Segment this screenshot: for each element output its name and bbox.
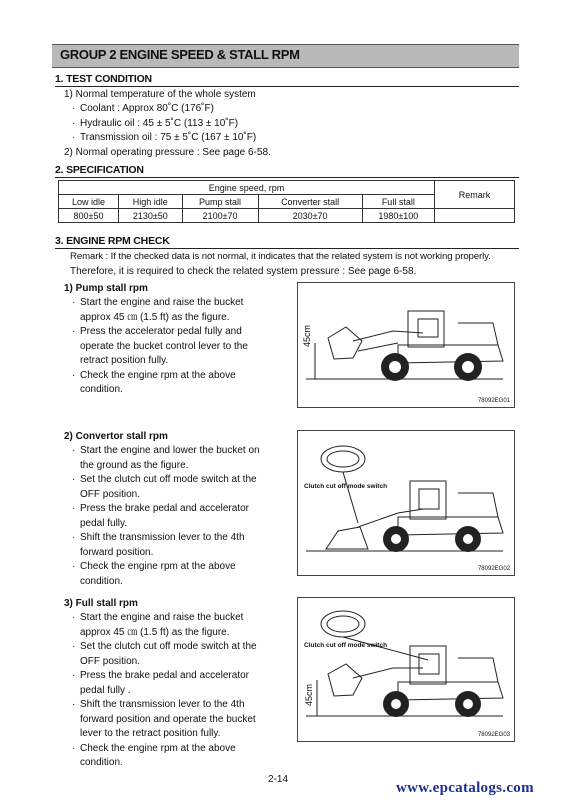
figure-code: 78092EG02 [477, 566, 510, 572]
spec-value: 2030±70 [258, 209, 362, 223]
full-stall-steps: · Start the engine and raise the bucket approx 45 ㎝ (1.5 ft) as the figure. · Set the clutch cut off mode switch at the OFF position. · Press the brake pedal and accelerator pedal fully . · Shift the transmission lever to the 4th forward position and operate the bucket lever to the retract position fully. · Check the engine rpm at the above condition. [72, 612, 257, 768]
test-condition-line: 2) Normal operating pressure : See page 6-58. [64, 147, 271, 158]
spec-group-header: Engine speed, rpm [59, 181, 435, 195]
full-stall-figure [297, 597, 515, 742]
section-rule [55, 177, 519, 178]
test-condition-line: 1) Normal temperature of the whole system [64, 89, 256, 100]
figure-code: 78092EG03 [477, 732, 510, 738]
section-rule [55, 248, 519, 249]
spec-column-header: High idle [119, 195, 183, 209]
spec-value: 2100±70 [182, 209, 258, 223]
wheel-loader-switch-illustration [298, 431, 514, 575]
bucket-height-label: 45cm [304, 683, 314, 706]
remark-line: Therefore, it is required to check the related system pressure : See page 6-58. [70, 266, 417, 277]
pump-stall-figure [297, 282, 515, 408]
clutch-switch-label: Clutch cut off mode switch [304, 642, 388, 649]
spec-value: 1980±100 [362, 209, 434, 223]
test-condition-line: · Hydraulic oil : 45 ± 5˚C (113 ± 10˚F) [72, 118, 239, 129]
spec-value: 800±50 [59, 209, 119, 223]
spec-column-header: Converter stall [258, 195, 362, 209]
pump-stall-title: 1) Pump stall rpm [64, 283, 148, 294]
bucket-height-label: 45cm [302, 324, 312, 347]
figure-code: 78092EG01 [477, 398, 510, 404]
spec-remark-header: Remark [435, 181, 515, 209]
section-heading-engine-rpm-check: 3. ENGINE RPM CHECK [55, 235, 170, 247]
spec-column-header: Full stall [362, 195, 434, 209]
convertor-stall-steps: · Start the engine and lower the bucket on the ground as the figure. · Set the clutch cut off mode switch at the OFF position. · Press the brake pedal and accelerator pedal fully. · Shift the transmission lever to the 4th forward position. · Check the engine rpm at the above condition. [72, 445, 260, 587]
wheel-loader-raised-illustration [298, 598, 514, 741]
section-heading-test-condition: 1. TEST CONDITION [55, 73, 152, 85]
section-heading-specification: 2. SPECIFICATION [55, 164, 144, 176]
spec-column-header: Pump stall [182, 195, 258, 209]
watermark: www.epcatalogs.com [396, 780, 534, 796]
clutch-switch-label: Clutch cut off mode switch [304, 483, 388, 490]
pump-stall-steps: · Start the engine and raise the bucket approx 45 ㎝ (1.5 ft) as the figure. · Press the accelerator pedal fully and operate the bucket control lever to the retract position fully. · Check the engine rpm at the above condition. [72, 297, 248, 395]
spec-column-header: Low idle [59, 195, 119, 209]
section-rule [55, 86, 519, 87]
full-stall-title: 3) Full stall rpm [64, 598, 138, 609]
page-number: 2-14 [268, 774, 289, 785]
test-condition-line: · Transmission oil : 75 ± 5˚C (167 ± 10˚F) [72, 132, 257, 143]
spec-table [58, 180, 515, 223]
test-condition-line: · Coolant : Approx 80˚C (176˚F) [72, 103, 214, 114]
spec-value-remark [435, 209, 515, 223]
wheel-loader-illustration [298, 283, 514, 407]
remark-line: Remark : If the checked data is not normal, it indicates that the related system is not working properly. [70, 251, 491, 262]
page-title: GROUP 2 ENGINE SPEED & STALL RPM [60, 47, 300, 62]
convertor-stall-title: 2) Convertor stall rpm [64, 431, 168, 442]
convertor-stall-figure [297, 430, 515, 576]
spec-value: 2130±50 [119, 209, 183, 223]
